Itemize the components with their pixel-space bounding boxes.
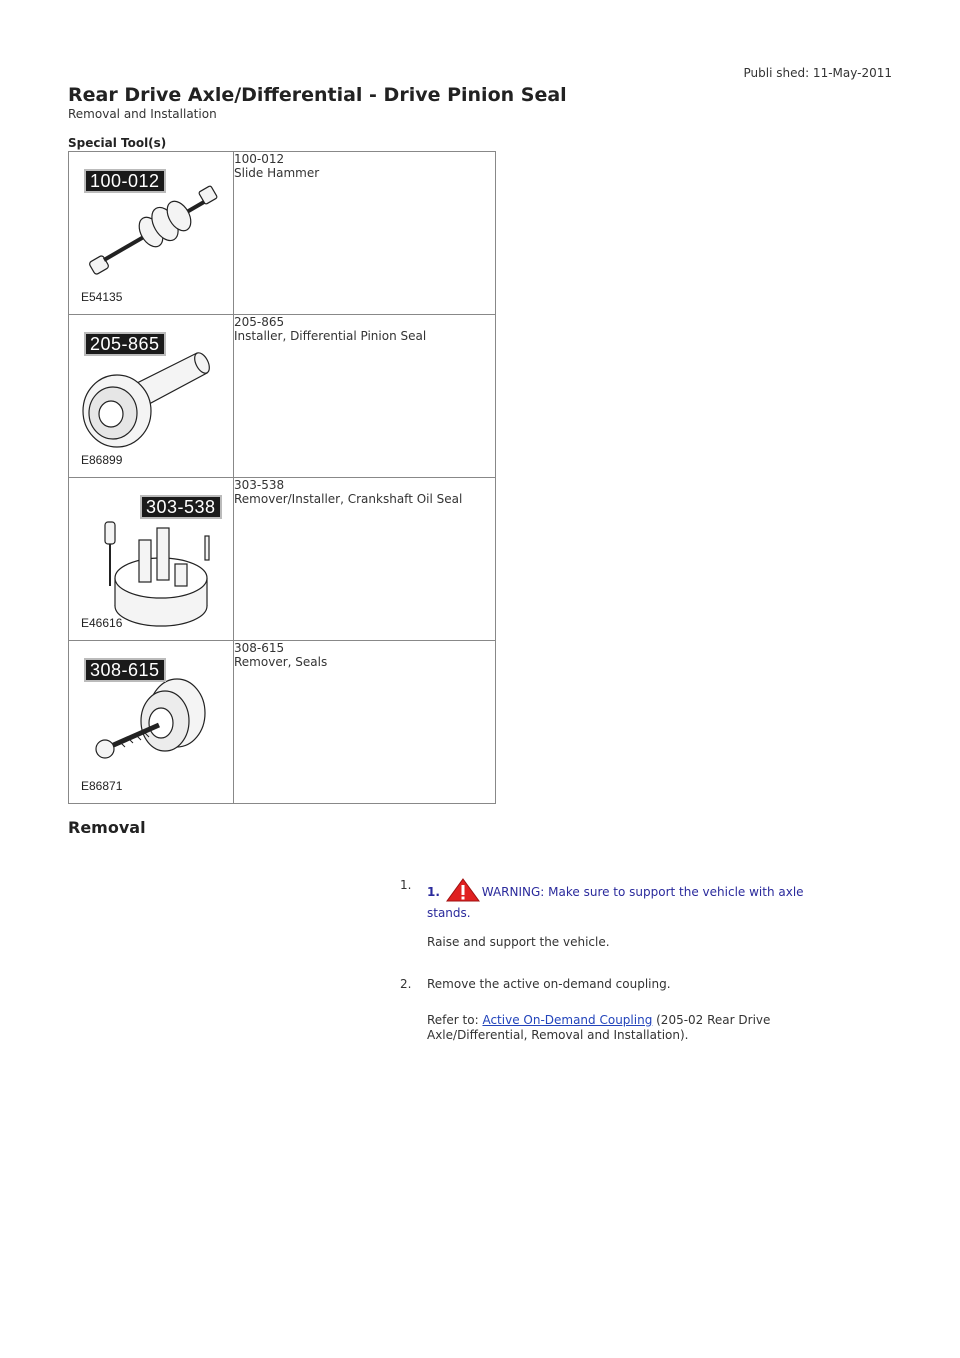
tool-number-badge: 303-538 [140, 495, 222, 519]
tool-code: 303-538 [234, 478, 285, 492]
page-title: Rear Drive Axle/Differential - Drive Pinion Seal [68, 84, 567, 106]
tool-illustration [69, 641, 234, 804]
figure-id: E86871 [81, 779, 123, 793]
tool-row [69, 641, 496, 804]
removal-step-2 [400, 977, 850, 1047]
tool-row [69, 478, 496, 641]
removal-heading: Removal [68, 818, 146, 837]
step-number: 1. [400, 878, 412, 892]
figure-id: E46616 [81, 616, 123, 630]
warning-note [427, 878, 847, 921]
tool-code: 205-865 [234, 315, 285, 329]
tool-name: Installer, Differential Pinion Seal [234, 329, 427, 343]
active-on-demand-coupling-link[interactable]: Active On-Demand Coupling [482, 1013, 653, 1027]
figure-id: E86899 [81, 453, 123, 467]
refer-suffix: (205-02 Rear Drive Axle/Differential, Removal and Installation). [427, 1013, 771, 1042]
tool-description [234, 478, 496, 641]
published-date: Publi shed: 11-May-2011 [743, 66, 892, 80]
tool-description [234, 641, 496, 804]
tool-name: Slide Hammer [234, 166, 320, 180]
refer-note [427, 1013, 847, 1043]
tool-number-badge: 205-865 [84, 332, 166, 356]
step-text: Remove the active on-demand coupling. [427, 977, 671, 991]
step-text: Raise and support the vehicle. [427, 935, 610, 949]
step-number: 2. [400, 977, 412, 991]
tool-code: 100-012 [234, 152, 285, 166]
tool-description [234, 152, 496, 315]
removal-step-1 [400, 878, 850, 948]
special-tools-table [68, 151, 496, 804]
warning-number: 1. [427, 885, 440, 899]
tool-illustration [69, 478, 234, 641]
tool-description [234, 315, 496, 478]
page-subtitle: Removal and Installation [68, 107, 217, 121]
tool-illustration [69, 152, 234, 315]
tool-row [69, 152, 496, 315]
tool-name: Remover, Seals [234, 655, 328, 669]
special-tools-label: Special Tool(s) [68, 136, 167, 150]
tool-number-badge: 100-012 [84, 169, 166, 193]
figure-id: E54135 [81, 290, 123, 304]
tool-number-badge: 308-615 [84, 658, 166, 682]
tool-illustration [69, 315, 234, 478]
tool-code: 308-615 [234, 641, 285, 655]
tool-name: Remover/Installer, Crankshaft Oil Seal [234, 492, 463, 506]
step-body [427, 977, 847, 1043]
warning-icon [446, 878, 480, 906]
refer-prefix: Refer to: [427, 1013, 483, 1027]
step-body [427, 878, 847, 950]
warning-text: WARNING: Make sure to support the vehicle with axle stands. [427, 885, 804, 920]
tool-row [69, 315, 496, 478]
